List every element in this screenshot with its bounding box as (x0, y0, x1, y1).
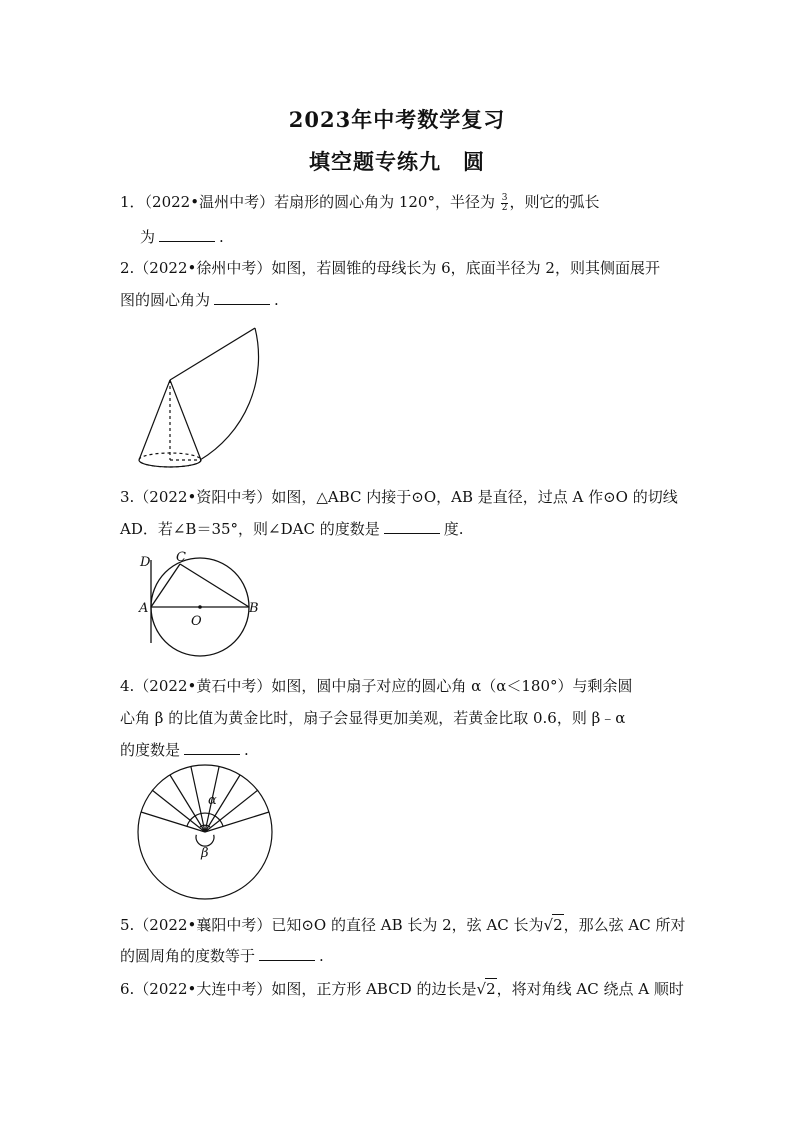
answer-blank-3[interactable] (384, 519, 440, 534)
beta-angle-arc (196, 835, 214, 846)
answer-blank-4[interactable] (184, 740, 240, 755)
answer-blank-2[interactable] (214, 290, 270, 305)
document-title: 2023年中考数学复习 (288, 107, 506, 132)
cone-base-front (139, 460, 201, 467)
question-4-line-2: 心角 β 的比值为黄金比时，扇子会显得更加美观，若黄金比取 0.6，则 β﹣α (120, 709, 626, 727)
fan-rib-1 (152, 790, 205, 832)
question-5-line-2: 的圆周角的度数等于 . (120, 947, 324, 965)
fan-edge-left (141, 812, 205, 832)
label-c: C (176, 550, 186, 565)
question-1-number: 1． (120, 193, 145, 211)
fan-edge-right (205, 812, 269, 832)
sqrt-sign: √ (476, 980, 487, 998)
label-b: B (249, 601, 259, 616)
question-4-line-1: 4.（2022•黄石中考）如图，圆中扇子对应的圆心角 α（α＜180°）与剩余圆 (120, 677, 633, 695)
question-6-line-1: 6.（2022•大连中考）如图，正方形 ABCD 的边长是√2，将对角线 AC 绕点 A 顺时 (120, 980, 684, 998)
question-1-line-2: 为 . (140, 228, 224, 246)
label-beta: β (201, 846, 209, 861)
fan-rib-2 (170, 775, 205, 832)
cone-slant-right (170, 380, 201, 460)
cone-slant-left (139, 380, 170, 460)
fan-rib-6 (205, 790, 258, 832)
circle-o (151, 558, 249, 656)
fan-rib-4 (205, 767, 219, 832)
answer-blank-1[interactable] (159, 227, 215, 242)
question-3-line-1: 3.（2022•资阳中考）如图，△ABC 内接于⊙O，AB 是直径，过点 A 作⊙O 的切线 (120, 488, 678, 506)
outer-circle (138, 765, 272, 899)
cone-unfold-arc (200, 328, 259, 460)
sqrt-sign: √ (543, 916, 554, 934)
center-point-o (198, 605, 202, 609)
label-alpha: α (208, 793, 217, 808)
question-1-line-1 (120, 192, 600, 213)
label-d: D (140, 555, 151, 570)
question-4-line-3: 的度数是 . (120, 741, 249, 759)
document-subtitle: 填空题专练九 圆 (309, 149, 485, 174)
question-3-line-2: AD．若∠B＝35°，则∠DAC 的度数是 度. (120, 520, 464, 538)
cone-base-ellipse (139, 453, 201, 467)
fraction-three-halves: $\frac{3}{2}$ (501, 192, 508, 213)
question-2-line-1: 2.（2022•徐州中考）如图，若圆锥的母线长为 6，底面半径为 2，则其侧面展开 (120, 259, 660, 277)
fan-rib-5 (205, 775, 240, 832)
question-1-text: （2022•温州中考）若扇形的圆心角为 120°，半径为 (144, 193, 495, 211)
question-2-line-2: 图的圆心角为 . (120, 291, 279, 309)
question-5-line-1: 5.（2022•襄阳中考）已知⊙O 的直径 AB 长为 2，弦 AC 长为√2，那么弦 AC 所对 (120, 916, 686, 934)
segment-ac (151, 564, 180, 607)
answer-blank-5[interactable] (259, 946, 315, 961)
sqrt-radicand: 2 (553, 916, 563, 934)
fan-rib-3 (191, 767, 205, 832)
label-a: A (139, 601, 149, 616)
question-1-text-end: ，则它的弧长 (509, 193, 600, 211)
segment-cb (180, 564, 249, 607)
alpha-angle-arc (200, 825, 210, 827)
cone-unfold-radius (170, 328, 255, 380)
sqrt-radicand: 2 (486, 980, 496, 998)
fan-inner-arc (187, 813, 223, 826)
label-o: O (191, 614, 202, 629)
